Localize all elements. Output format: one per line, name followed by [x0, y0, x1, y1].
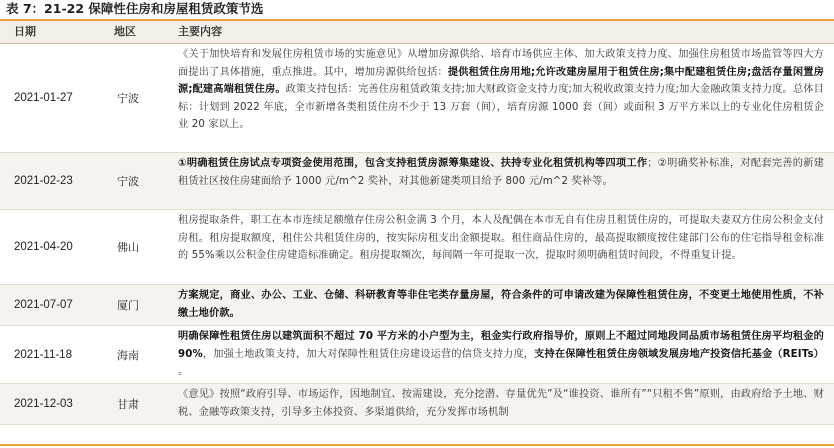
table-row	[0, 210, 834, 285]
row-date: 2021-01-27	[14, 92, 73, 104]
content-text: 。	[178, 366, 189, 377]
row-date: 2021-11-18	[14, 348, 72, 361]
row-content	[178, 287, 824, 322]
row-region: 宁波	[117, 92, 139, 105]
content-emphasis: 支持在保障性租赁住房领域发展房地产投资信托基金（REITs）	[534, 348, 825, 360]
content-text: 《关于加快培育和发展住房租赁市场的实施意见》从增加房源供给、培育市场供应主体、加大政策支持力度、加强住房租赁市场监管等四大方面提出了具体措施，重点推进。其中，增加房源供给包括：	[178, 49, 824, 78]
row-region: 甘肃	[117, 398, 139, 411]
row-content	[178, 212, 824, 265]
content-text: 租房提取条件，职工在本市连续足额缴存住房公积金满 3 个月，本人及配偶在本市无自有住房且租赁住房的，可提取夫妻双方住房公积金支付房租。租房提取额度，租住公共租赁住房的，按实际房租支出金额提取。租住商品住房的，最高提取额度按住建部门公布的住宅指导租金标准的 55%乘以公积金住房建造标准确定。租房提取频次，每间隔一年可提取一次，提取时须明确租赁时间段，不得重复计提。	[178, 215, 824, 261]
table-row	[0, 153, 834, 210]
content-text: 《意见》按照“政府引导、市场运作，因地制宜、按需建设，充分挖潜、存量优先”及“谁投资、谁所有”“只租不售”原则，由政府给予土地、财税、金融等政策支持，引导多主体投资、多渠道供给，充分发挥市场机制	[178, 389, 824, 418]
row-date: 2021-12-03	[14, 398, 73, 410]
row-region: 厦门	[117, 299, 139, 312]
header-date: 日期	[14, 25, 36, 38]
header-content: 主要内容	[178, 25, 222, 38]
table-row	[0, 44, 834, 153]
content-text: 政策支持包括：完善住房租赁政策支持;加大财政资金支持力度;加大税收政策支持力度;加大金融政策支持力度。总体目标：计划到 2022 年底，全市新增各类租赁住房不少于 13 万套（间），培育房源 1000 套（间）或面积 3 万平方米以上的专业化住房租赁企业 20 家以上。	[178, 84, 824, 130]
content-emphasis: 明确保障性租赁住房以建筑面积不超过 70 平方米的小户型为主，租金实行政府指导价，原则上不超过同地段同品质市场租赁住房平均租金的 90%	[178, 331, 824, 360]
table-title: 表 7：21-22 保障性住房和房屋租赁政策节选	[6, 1, 264, 16]
table-row	[0, 285, 834, 326]
header-region: 地区	[114, 25, 136, 38]
row-region: 海南	[117, 348, 139, 362]
row-content	[178, 155, 824, 190]
row-content	[178, 328, 824, 381]
content-emphasis: 提供租赁住房用地;允许改建房屋用于租赁住房;集中配建租赁住房;盘活存量闲置房源;配建高端租赁住房。	[178, 66, 824, 95]
table-header	[0, 21, 834, 44]
row-content	[178, 46, 824, 134]
table-row	[0, 384, 834, 425]
row-region: 宁波	[117, 175, 139, 188]
row-region: 佛山	[117, 241, 139, 254]
row-content	[178, 386, 824, 421]
table-bottom-border	[0, 444, 834, 446]
table-row	[0, 326, 834, 384]
content-emphasis: ①明确租赁住房试点专项资金使用范围，包含支持租赁房源筹集建设、扶持专业化租赁机构等四项工作	[178, 158, 648, 169]
content-text: ；②明确奖补标准，对配套完善的新建租赁社区按住房建面给予 1000 元/m^2 奖补，对其他新建类项目给予 800 元/m^2 奖补等。	[178, 158, 824, 187]
content-emphasis: 方案规定，商业、办公、工业、仓储、科研教育等非住宅类存量房屋，符合条件的可申请改建为保障性租赁住房，不变更土地使用性质，不补缴土地价款。	[178, 290, 824, 319]
row-date: 2021-04-20	[14, 241, 73, 253]
row-date: 2021-07-07	[14, 299, 73, 311]
content-text: ，加强土地政策支持，加大对保障性租赁住房建设运营的信贷支持力度，	[202, 348, 535, 360]
row-date: 2021-02-23	[14, 175, 73, 187]
